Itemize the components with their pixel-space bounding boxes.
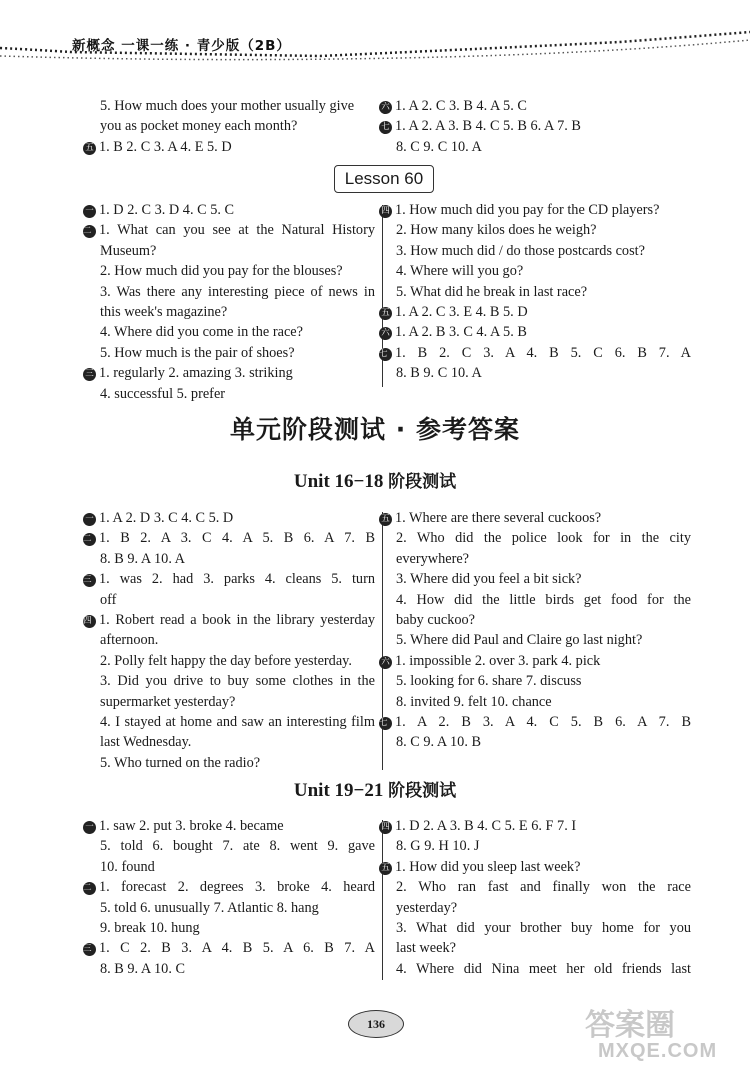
answer-text: 8. G 9. H 10. J bbox=[396, 838, 480, 855]
answer-text: Museum? bbox=[100, 242, 157, 259]
unit2-title bbox=[0, 776, 750, 802]
answer-line bbox=[100, 343, 375, 363]
answer-text: 1. B 2. C 3. A 4. E 5. D bbox=[99, 138, 232, 155]
section-number-badge: 五 bbox=[379, 862, 392, 875]
section-number-badge: 五 bbox=[83, 142, 96, 155]
answer-text: 8. B 9. A 10. A bbox=[100, 550, 186, 567]
answer-text: 5. looking for 6. share 7. discuss bbox=[396, 673, 582, 690]
answer-line bbox=[100, 282, 375, 302]
answer-text: 1. forecast 2. degrees 3. broke 4. heard bbox=[99, 879, 375, 896]
answer-text: 1. Where are there several cuckoos? bbox=[395, 510, 602, 526]
page-number: 136 bbox=[348, 1010, 404, 1038]
watermark-site: MXQE.COM bbox=[598, 1040, 718, 1062]
answer-text: 2. Who did the police look for in the city bbox=[396, 530, 691, 547]
answer-line bbox=[396, 528, 691, 548]
answer-line bbox=[83, 220, 375, 240]
answer-line bbox=[100, 712, 375, 732]
section-number-badge: 二 bbox=[83, 882, 96, 895]
header-title: 新概念 一课一练 · 青少版（2B） bbox=[72, 38, 291, 54]
section-number-badge: 七 bbox=[379, 348, 392, 361]
answer-text: 1. D 2. A 3. B 4. C 5. E 6. F 7. I bbox=[395, 818, 577, 834]
answer-text: 3. Where did you feel a bit sick? bbox=[396, 571, 582, 588]
answer-text: 1. C 2. B 3. A 4. B 5. A 6. B 7. A bbox=[99, 940, 375, 957]
section-number-badge: 七 bbox=[379, 121, 392, 134]
answer-line bbox=[100, 322, 375, 342]
answer-text: 1. regularly 2. amazing 3. striking bbox=[99, 365, 293, 382]
column-divider bbox=[382, 820, 383, 980]
answer-line bbox=[396, 938, 691, 958]
answer-text: 1. A 2. C 3. B 4. A 5. C bbox=[395, 98, 527, 114]
unit1-title-cn: 阶段测试 bbox=[388, 472, 457, 492]
unit1-title bbox=[0, 467, 750, 493]
answer-line bbox=[100, 918, 375, 938]
answer-line bbox=[83, 610, 375, 630]
answer-line bbox=[396, 959, 691, 979]
answer-text: yesterday? bbox=[396, 899, 458, 916]
answer-line bbox=[396, 590, 691, 610]
answer-text: 1. A 2. C 3. E 4. B 5. D bbox=[395, 304, 528, 320]
answer-line bbox=[396, 363, 691, 383]
section-number-badge: 三 bbox=[83, 574, 96, 587]
answer-text: 8. C 9. C 10. A bbox=[396, 138, 482, 155]
answer-line bbox=[100, 590, 375, 610]
lesson-title-box bbox=[334, 165, 434, 193]
answer-line bbox=[396, 898, 691, 918]
section-number-badge: 六 bbox=[379, 656, 392, 669]
section-number-badge: 五 bbox=[379, 513, 392, 526]
section-title: 单元阶段测试 · 参考答案 bbox=[230, 415, 520, 444]
answer-text: 8. C 9. A 10. B bbox=[396, 734, 482, 751]
answer-text: 1. impossible 2. over 3. park 4. pick bbox=[395, 652, 601, 669]
section-number-badge: 一 bbox=[83, 205, 96, 218]
section-number-badge: 六 bbox=[379, 101, 392, 114]
answer-text: 5. told 6. unusually 7. Atlantic 8. hang bbox=[100, 899, 319, 916]
answer-text: 1. was 2. had 3. parks 4. cleans 5. turn bbox=[99, 571, 375, 588]
answer-text: 8. invited 9. felt 10. chance bbox=[396, 693, 552, 710]
answer-text: last week? bbox=[396, 940, 456, 957]
answer-line bbox=[83, 363, 375, 383]
answer-line bbox=[396, 261, 691, 281]
answer-text: 4. I stayed at home and saw an interesting film bbox=[100, 714, 375, 730]
answer-line bbox=[396, 836, 691, 856]
section-number-badge: 一 bbox=[83, 821, 96, 834]
section-number-badge: 四 bbox=[83, 615, 96, 628]
answer-line bbox=[100, 898, 375, 918]
answer-text: 4. How did the little birds get food for the bbox=[396, 591, 691, 608]
answer-text: 8. B 9. A 10. C bbox=[100, 960, 186, 977]
answer-text: 5. Who turned on the radio? bbox=[100, 754, 261, 771]
answer-line bbox=[396, 569, 691, 589]
answer-text: 3. Was there any interesting piece of news in bbox=[100, 283, 375, 300]
answer-line bbox=[100, 959, 375, 979]
answer-text: 4. Where did Nina meet her old friends last bbox=[396, 960, 691, 977]
answer-text: 2. How much did you pay for the blouses? bbox=[100, 263, 343, 280]
answer-line bbox=[100, 732, 375, 752]
section-number-badge: 二 bbox=[83, 533, 96, 546]
answer-line bbox=[100, 630, 375, 650]
answer-line bbox=[83, 816, 375, 836]
answer-text: 4. Where will you go? bbox=[396, 263, 524, 280]
answer-line bbox=[379, 343, 691, 363]
answer-text: 1. A 2. B 3. A 4. C 5. B 6. A 7. B bbox=[395, 714, 691, 730]
answer-text: 3. Did you drive to buy some clothes in the bbox=[100, 673, 375, 690]
answer-line bbox=[396, 137, 691, 157]
answer-text: last Wednesday. bbox=[100, 734, 192, 751]
answer-text: everywhere? bbox=[396, 550, 470, 567]
answer-line bbox=[100, 753, 375, 773]
answer-line bbox=[396, 671, 691, 691]
answer-text: 1. D 2. C 3. D 4. C 5. C bbox=[99, 202, 235, 218]
answer-line bbox=[379, 816, 691, 836]
answer-line bbox=[379, 857, 691, 877]
answer-text: 5. How much does your mother usually give bbox=[100, 98, 355, 114]
answer-line bbox=[396, 918, 691, 938]
answer-text: 1. saw 2. put 3. broke 4. became bbox=[99, 818, 284, 834]
section-number-badge: 七 bbox=[379, 717, 392, 730]
unit1-title-en: Unit 16−18 bbox=[293, 471, 384, 492]
section-number-badge: 一 bbox=[83, 513, 96, 526]
section-number-badge: 五 bbox=[379, 307, 392, 320]
answer-line bbox=[83, 569, 375, 589]
answer-text: 1. Robert read a book in the library yesterday bbox=[99, 612, 375, 628]
answer-text: 1. B 2. C 3. A 4. B 5. C 6. B 7. A bbox=[395, 344, 691, 361]
answer-line bbox=[396, 282, 691, 302]
answer-line bbox=[100, 261, 375, 281]
answer-text: 1. How did you sleep last week? bbox=[395, 858, 581, 875]
answer-line bbox=[396, 630, 691, 650]
answer-text: 1. A 2. A 3. B 4. C 5. B 6. A 7. B bbox=[395, 118, 581, 135]
section-number-badge: 四 bbox=[379, 205, 392, 218]
answer-text: off bbox=[100, 591, 117, 608]
answer-line bbox=[83, 938, 375, 958]
answer-line bbox=[379, 651, 691, 671]
watermark-logo: 答案圈 bbox=[585, 1008, 675, 1043]
answer-line bbox=[83, 137, 375, 157]
answer-text: 9. break 10. hung bbox=[100, 920, 200, 936]
answer-line bbox=[100, 384, 375, 404]
section-number-badge: 三 bbox=[83, 368, 96, 381]
answer-line bbox=[396, 692, 691, 712]
answer-line bbox=[100, 836, 375, 856]
answer-text: 1. What can you see at the Natural History bbox=[99, 222, 375, 239]
unit2-title-cn: 阶段测试 bbox=[388, 781, 457, 801]
answer-text: 1. B 2. A 3. C 4. A 5. B 6. A 7. B bbox=[99, 530, 375, 547]
answer-line bbox=[379, 302, 691, 322]
answer-line bbox=[379, 508, 691, 528]
answer-text: you as pocket money each month? bbox=[100, 118, 298, 135]
answer-line bbox=[396, 549, 691, 569]
answer-text: 8. B 9. C 10. A bbox=[396, 365, 482, 382]
answer-line bbox=[100, 241, 375, 261]
lesson-title: Lesson 60 bbox=[344, 169, 424, 188]
answer-line bbox=[100, 96, 375, 116]
answer-line bbox=[83, 877, 375, 897]
answer-text: 3. How much did / do those postcards cost? bbox=[396, 242, 645, 259]
answer-line bbox=[396, 241, 691, 261]
section-number-badge: 三 bbox=[83, 943, 96, 956]
answer-text: this week's magazine? bbox=[100, 304, 228, 320]
answer-text: 1. A 2. B 3. C 4. A 5. B bbox=[395, 324, 527, 341]
answer-line bbox=[379, 322, 691, 342]
answer-line bbox=[379, 712, 691, 732]
answer-text: 3. What did your brother buy home for you bbox=[396, 920, 691, 936]
answer-text: 5. What did he break in last race? bbox=[396, 283, 588, 300]
section-number-badge: 二 bbox=[83, 225, 96, 238]
answer-text: 5. How much is the pair of shoes? bbox=[100, 344, 295, 361]
answer-line bbox=[83, 508, 375, 528]
answer-text: 5. Where did Paul and Claire go last night? bbox=[396, 632, 643, 649]
answer-line bbox=[100, 857, 375, 877]
answer-line bbox=[379, 200, 691, 220]
answer-line bbox=[396, 732, 691, 752]
answer-text: afternoon. bbox=[100, 632, 159, 649]
answer-line bbox=[100, 651, 375, 671]
answer-line bbox=[396, 220, 691, 240]
answer-line bbox=[100, 671, 375, 691]
answer-text: 1. A 2. D 3. C 4. C 5. D bbox=[99, 510, 234, 526]
answer-line bbox=[379, 96, 691, 116]
answer-text: 4. Where did you come in the race? bbox=[100, 324, 303, 341]
answer-line bbox=[396, 610, 691, 630]
answer-text: 2. How many kilos does he weigh? bbox=[396, 222, 597, 239]
answer-text: 10. found bbox=[100, 858, 155, 875]
answer-line bbox=[83, 200, 375, 220]
unit2-title-en: Unit 19−21 bbox=[293, 780, 384, 801]
answer-line bbox=[83, 528, 375, 548]
answer-text: baby cuckoo? bbox=[396, 612, 475, 628]
answer-text: 4. successful 5. prefer bbox=[100, 385, 226, 402]
section-number-badge: 六 bbox=[379, 327, 392, 340]
answer-text: 1. How much did you pay for the CD players? bbox=[395, 202, 660, 218]
answer-text: 2. Who ran fast and finally won the race bbox=[396, 879, 691, 896]
answer-line bbox=[100, 692, 375, 712]
answer-text: 2. Polly felt happy the day before yesterday. bbox=[100, 652, 352, 669]
answer-text: 5. told 6. bought 7. ate 8. went 9. gave bbox=[100, 838, 375, 855]
section-number-badge: 四 bbox=[379, 821, 392, 834]
answer-text: supermarket yesterday? bbox=[100, 693, 236, 710]
answer-line bbox=[100, 302, 375, 322]
answer-line bbox=[100, 549, 375, 569]
answer-line bbox=[100, 116, 375, 136]
answer-line bbox=[396, 877, 691, 897]
answer-line bbox=[379, 116, 691, 136]
